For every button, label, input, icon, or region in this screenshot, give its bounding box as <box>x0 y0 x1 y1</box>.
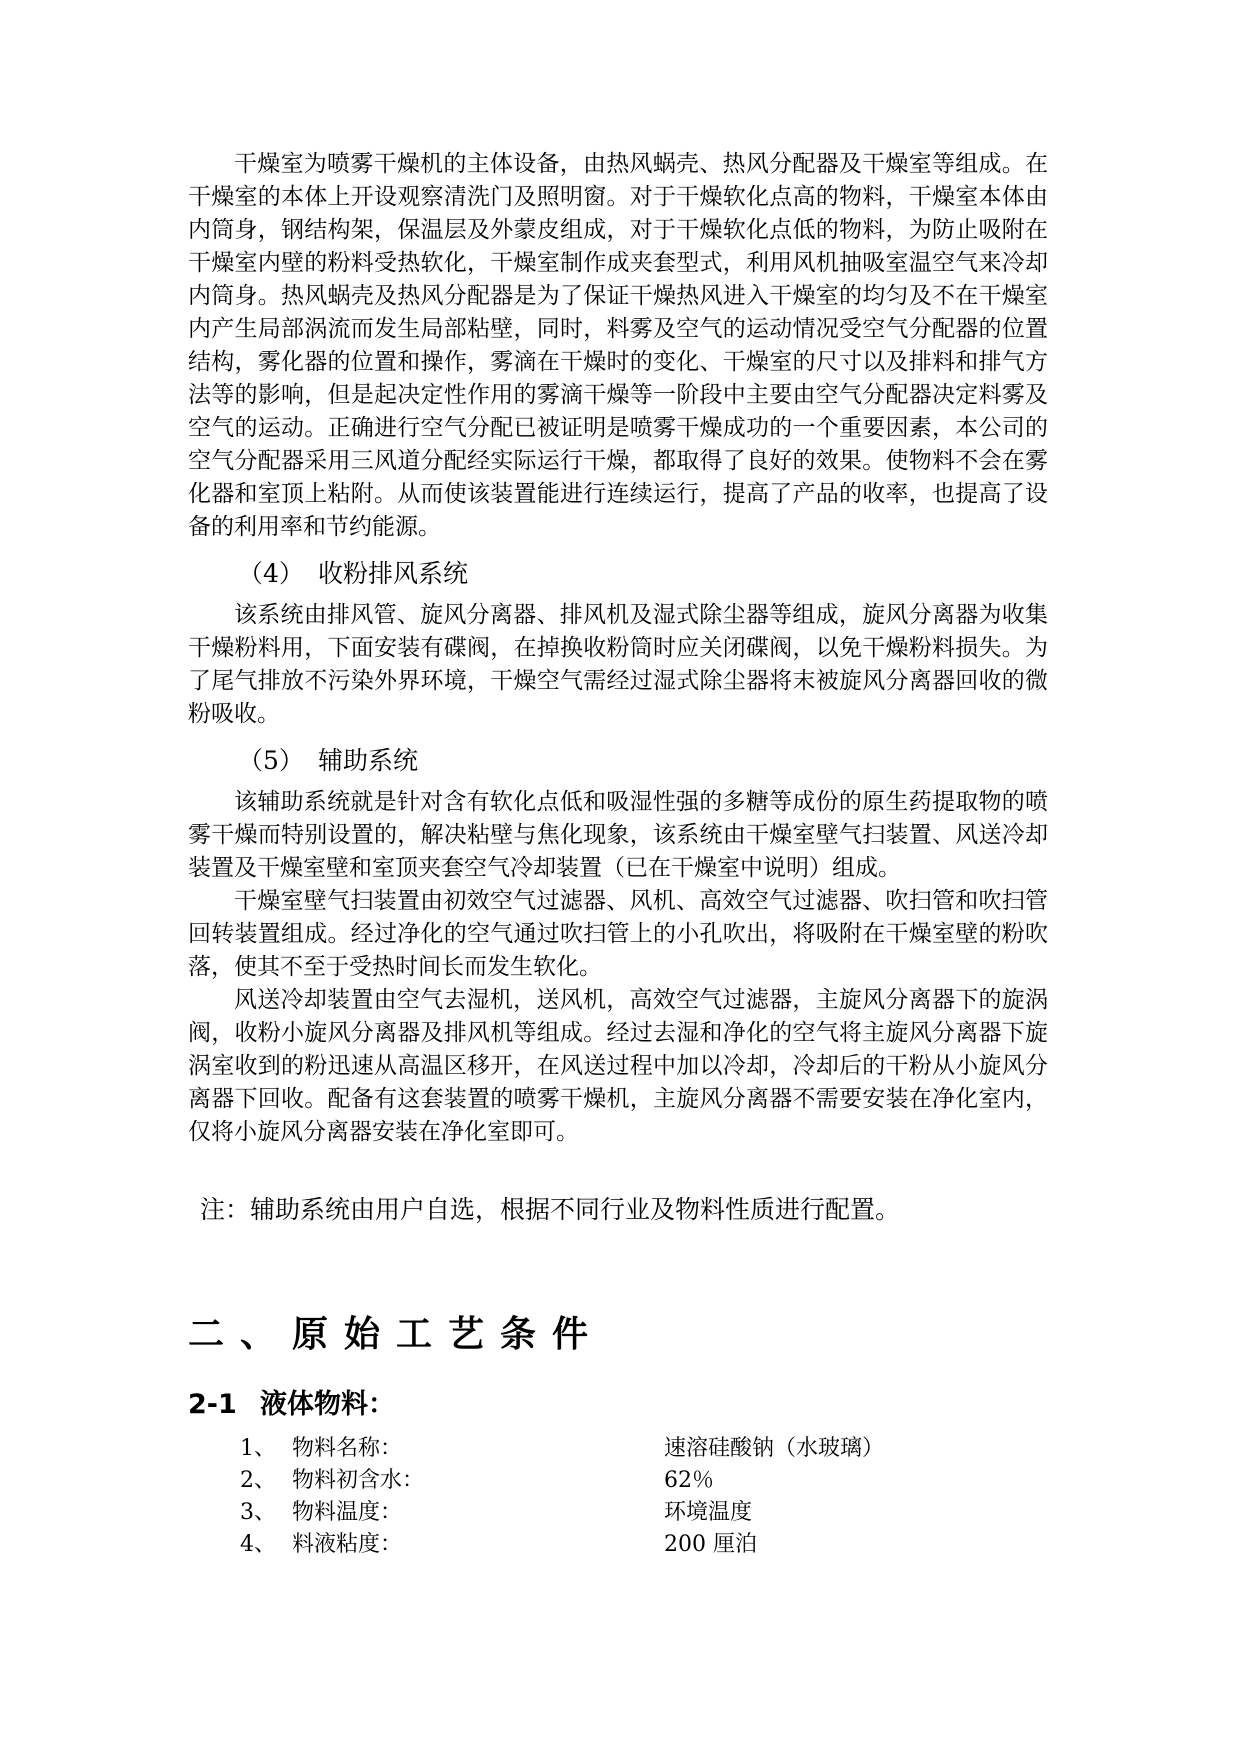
subheading-auxiliary-system <box>238 744 1048 777</box>
item-index: 2、 <box>240 1468 276 1493</box>
document-page <box>188 148 1048 1561</box>
paragraph-powder-collection: 该系统由排风管、旋风分离器、排风机及湿式除尘器等组成，旋风分离器为收集干燥粉料用，下面安装有碟阀，在掉换收粉筒时应关闭碟阀，以免干燥粉料损失。为了尾气排放不污染外界环境，干燥空气需经过湿式除尘器将末被旋风分离器回收的微粉吸收。 <box>188 602 1048 727</box>
item-label: 物料温度： <box>292 1500 403 1525</box>
item-value: 环境温度 <box>664 1500 753 1525</box>
item-index: 4、 <box>240 1532 276 1557</box>
item-index: 1、 <box>240 1436 276 1461</box>
item-value: 速溶硅酸钠（水玻璃） <box>664 1436 885 1461</box>
section-label: 液体物料： <box>260 1389 395 1420</box>
subheading-powder-collection <box>238 557 1048 590</box>
paragraph-drying-chamber: 干燥室为喷雾干燥机的主体设备，由热风蜗壳、热风分配器及干燥室等组成。在干燥室的本体上开设观察清洗门及照明窗。对于干燥软化点高的物料，干燥室本体由内筒身，钢结构架，保温层及外蒙皮组成，对于干燥软化点低的物料，为防止吸附在干燥室内壁的粉料受热软化，干燥室制作成夹套型式，利用风机抽吸室温空气来冷却内筒身。热风蜗壳及热风分配器是为了保证干燥热风进入干燥室的均匀及不在干燥室内产生局部涡流而发生局部粘壁，同时，料雾及空气的运动情况受空气分配器的位置结构，雾化器的位置和操作，雾滴在干燥时的变化、干燥室的尺寸以及排料和排气方法等的影响，但是起决定性作用的雾滴干燥等一阶段中主要由空气分配器决定料雾及空气的运动。正确进行空气分配已被证明是喷雾干燥成功的一个重要因素，本公司的空气分配器采用三风道分配经实际运行干燥，都取得了良好的效果。使物料不会在雾化器和室顶上粘附。从而使该装置能进行连续运行，提高了产品的收率，也提高了设备的利用率和节约能源。 <box>188 151 1048 540</box>
section-title-liquid-material <box>188 1387 1048 1423</box>
item-index: 3、 <box>240 1500 276 1525</box>
paragraph-auxiliary-intro: 该辅助系统就是针对含有软化点低和吸湿性强的多糖等成份的原生药提取物的喷雾干燥而特别设置的，解决粘壁与焦化现象，该系统由干燥室壁气扫装置、风送冷却装置及干燥室壁和室顶夹套空气冷却装置（已在干燥室中说明）组成。 <box>188 789 1048 881</box>
list-item <box>188 1433 1048 1465</box>
note-text: 注：辅助系统由用户自选，根据不同行业及物料性质进行配置。 <box>200 1195 901 1224</box>
item-value: 62％ <box>664 1468 714 1493</box>
item-value: 200 厘泊 <box>664 1532 757 1557</box>
list-item <box>188 1529 1048 1561</box>
item-label: 物料初含水： <box>292 1468 425 1493</box>
chapter-title: 二、原始工艺条件 <box>188 1314 605 1355</box>
item-label: 料液粘度： <box>292 1532 403 1557</box>
list-item <box>188 1497 1048 1529</box>
paragraph-wall-sweep: 干燥室壁气扫装置由初效空气过滤器、风机、高效空气过滤器、吹扫管和吹扫管回转装置组成。经过净化的空气通过吹扫管上的小孔吹出，将吸附在干燥室壁的粉吹落，使其不至于受热时间长而发生软化。 <box>188 888 1048 980</box>
subheading-number: （4） <box>238 559 304 588</box>
material-property-list <box>188 1433 1048 1561</box>
paragraph-pneumatic-cooling: 风送冷却装置由空气去湿机，送风机，高效空气过滤器，主旋风分离器下的旋涡阀，收粉小旋风分离器及排风机等组成。经过去湿和净化的空气将主旋风分离器下旋涡室收到的粉迅速从高温区移开，在风送过程中加以冷却，冷却后的干粉从小旋风分离器下回收。配备有这套装置的喷雾干燥机，主旋风分离器不需要安装在净化室内，仅将小旋风分离器安装在净化室即可。 <box>188 987 1048 1145</box>
subheading-number: （5） <box>238 746 304 775</box>
list-item <box>188 1465 1048 1497</box>
subheading-title: 辅助系统 <box>318 746 419 775</box>
section-number: 2-1 <box>188 1389 237 1420</box>
item-label: 物料名称： <box>292 1436 403 1461</box>
subheading-title: 收粉排风系统 <box>318 559 469 588</box>
